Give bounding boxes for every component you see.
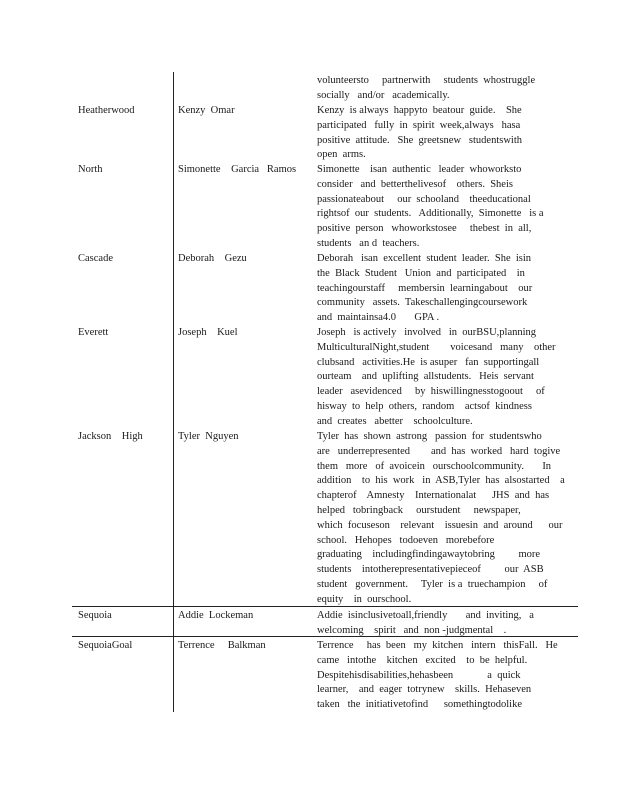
student-name: Joseph Kuel (178, 327, 238, 338)
description-line: addition to his work in ASB,Tyler has alsostarted a (317, 475, 565, 487)
student-name: Kenzy Omar (178, 105, 235, 116)
description-line: school. Hehopes todoeven morebefore (317, 534, 495, 546)
description-line: and creates abetter schoolculture. (317, 415, 473, 427)
description-line: consider and betterthelivesof others. Sheis (317, 178, 513, 190)
student-name: Deborah Gezu (178, 253, 247, 264)
description-line: participated fully in spirit week,always hasa (317, 119, 521, 131)
description-line: students an d teachers. (317, 237, 420, 249)
student-name: Terrence Balkman (178, 640, 266, 651)
description-cell (317, 163, 567, 252)
description-line: helped tobringback ourstudent newspaper, (317, 504, 521, 516)
description-cell (317, 326, 567, 430)
column-divider (173, 72, 174, 712)
description-line: Terrence has been my kitchen intern thisFall. He (317, 640, 558, 651)
description-line: the Black Student Union and participated in (317, 267, 525, 279)
description-line: Despitehisdisabilities,hehasbeen a quick (317, 669, 521, 681)
description-line: learner, and eager totrynew skills. Hehaseven (317, 684, 532, 696)
description-line: Simonette isan authentic leader whoworksto (317, 164, 522, 175)
school-name: Everett (78, 327, 109, 338)
description-cell (317, 639, 567, 713)
description-line: volunteersto partnerwith students whostruggle (317, 75, 536, 86)
description-line: equity in ourschool. (317, 593, 412, 605)
description-cell (317, 430, 567, 608)
description-cell (317, 104, 567, 163)
school-name: Jackson High (78, 431, 143, 442)
description-line: Addie isinclusivetoall,friendly and inviting, a (317, 610, 534, 621)
description-cell (317, 74, 567, 104)
description-line: came intothe kitchen excited to be helpful. (317, 654, 528, 666)
description-line: welcoming spirit and non -judgmental . (317, 624, 507, 636)
description-line: students intotherepresentativepieceof our ASB (317, 564, 544, 576)
description-line: ourteam and uplifting allstudents. Heis servant (317, 371, 534, 383)
school-name: North (78, 164, 103, 175)
description-cell (317, 252, 567, 326)
description-line: MulticulturalNight,student voicesand many other (317, 341, 556, 353)
student-name: Addie Lockeman (178, 610, 254, 621)
school-name: Heatherwood (78, 105, 135, 116)
description-line: graduating includingfindingawaytobring more (317, 549, 541, 561)
description-line: taken the initiativetofind somethingtodolike (317, 699, 523, 711)
description-line: are underrepresented and has worked hard togive (317, 445, 561, 457)
description-line: open arms. (317, 149, 366, 161)
description-line: rightsof our students. Additionally, Simonette is a (317, 208, 544, 220)
description-line: positive person whoworkstosee thebest in all, (317, 223, 532, 235)
description-line: student government. Tyler is a truechampion of (317, 578, 548, 590)
description-line: Kenzy is always happyto beatour guide. She (317, 105, 522, 116)
description-line: Deborah isan excellent student leader. She isin (317, 253, 532, 264)
description-line: and maintainsa4.0 GPA . (317, 312, 440, 324)
description-line: positive attitude. She greetsnew studentswith (317, 134, 523, 146)
description-line: them more of avoicein ourschoolcommunity. In (317, 460, 552, 472)
school-name: SequoiaGoal (78, 640, 133, 651)
student-name: Simonette Garcia Ramos (178, 164, 297, 175)
description-line: Joseph is actively involved in ourBSU,planning (317, 327, 537, 338)
school-name: Sequoia (78, 610, 112, 621)
description-line: socially and/or academically. (317, 89, 450, 101)
description-line: leader asevidenced by hiswillingnesstogoout of (317, 386, 545, 398)
description-line: teachingourstaff membersin learningabout our (317, 282, 533, 294)
student-name: Tyler Nguyen (178, 431, 239, 442)
description-line: which focuseson relevant issuesin and around our (317, 519, 563, 531)
description-line: community assets. Takeschallengingcoursework (317, 297, 528, 309)
school-name: Cascade (78, 253, 113, 264)
description-line: clubsand activities.He is asuper fan supportingall (317, 356, 540, 368)
description-line: passionateabout our schooland theeducational (317, 193, 531, 205)
description-line: Tyler has shown astrong passion for studentswho (317, 431, 542, 442)
description-line: chapterof Amnesty Internationalat JHS and has (317, 490, 550, 502)
description-cell (317, 609, 567, 639)
description-line: hisway to help others, random actsof kindness (317, 400, 532, 412)
